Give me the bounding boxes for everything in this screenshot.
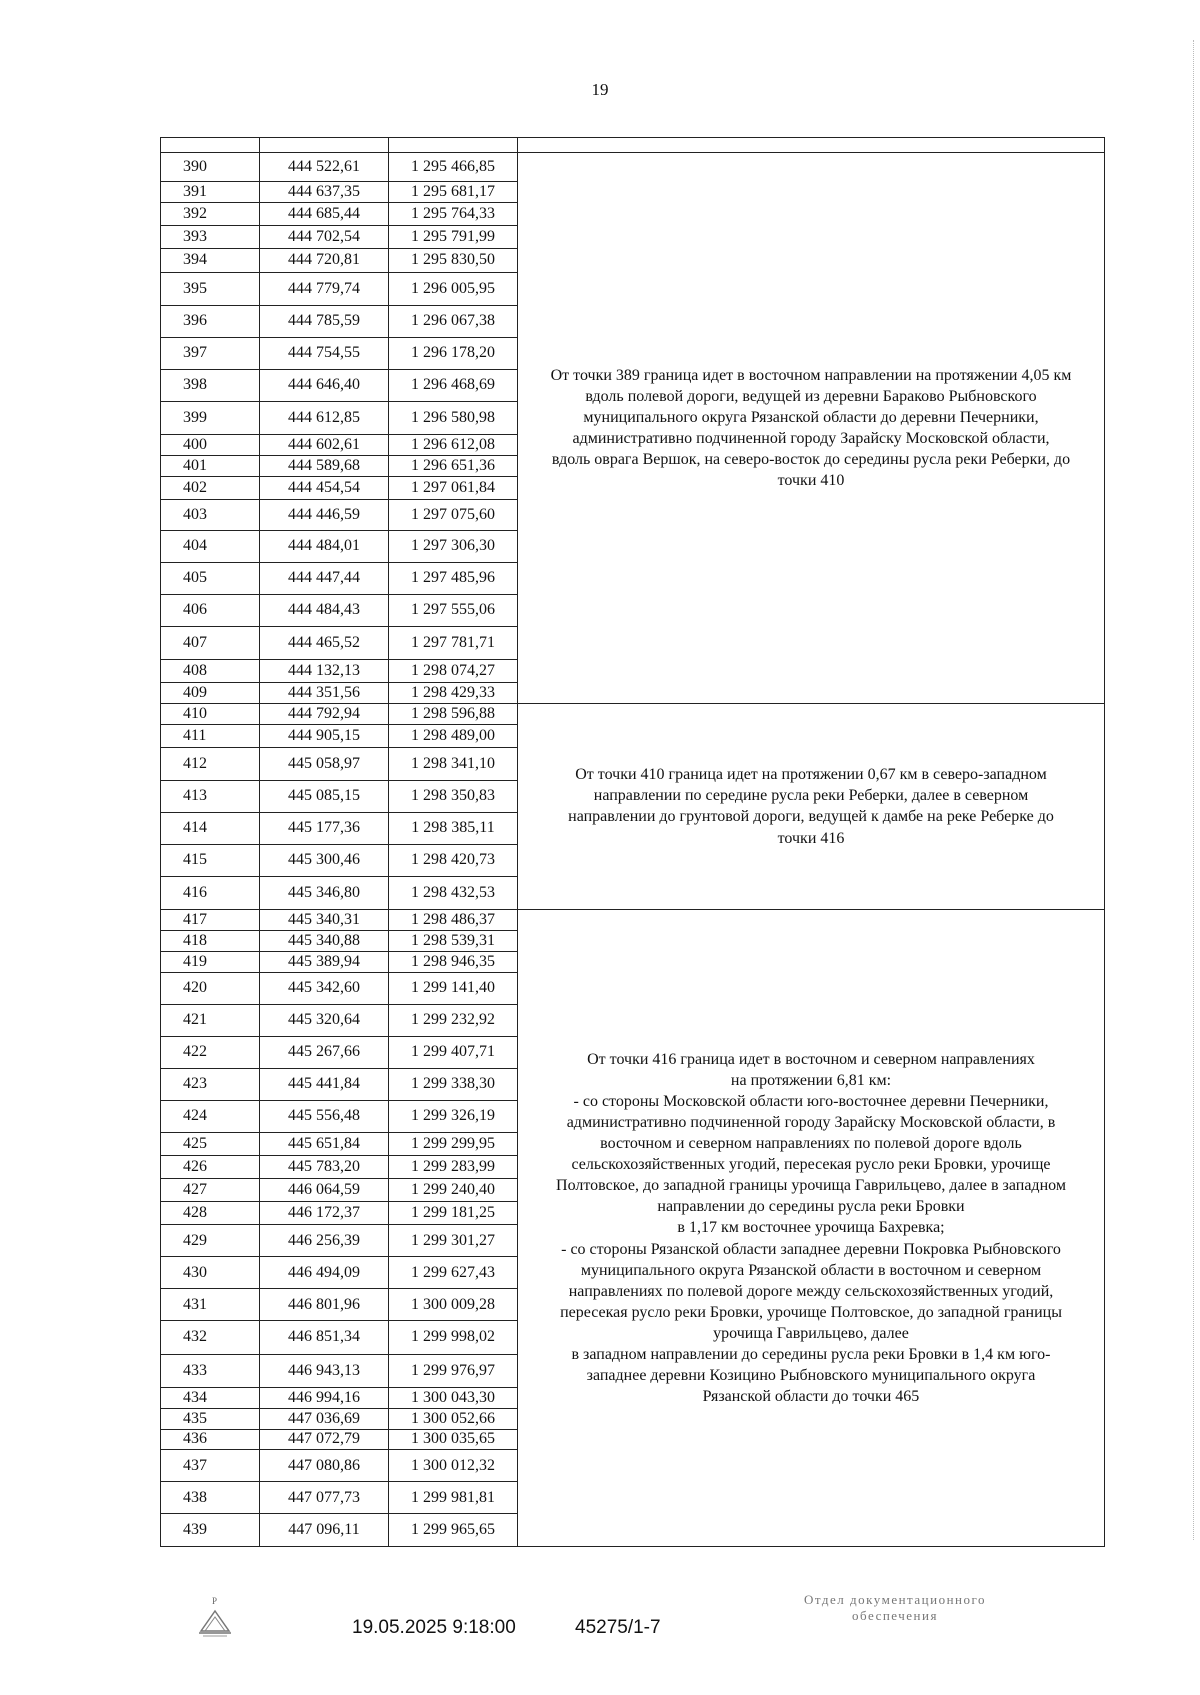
point-number-cell: 432 <box>161 1321 260 1354</box>
point-number-cell: 425 <box>161 1132 260 1155</box>
x-coordinate-cell: 445 556,48 <box>260 1100 389 1132</box>
point-number-cell: 400 <box>161 434 260 455</box>
description-line: сельскохозяйственных угодий, пересекая русло реки Бровки, урочище <box>571 1156 1051 1174</box>
x-coordinate-cell: 444 589,68 <box>260 455 389 476</box>
point-number-cell: 430 <box>161 1257 260 1289</box>
x-coordinate-cell: 444 351,56 <box>260 682 389 703</box>
x-coordinate-cell: 445 441,84 <box>260 1068 389 1100</box>
y-coordinate-cell: 1 295 830,50 <box>389 249 518 272</box>
x-coordinate-cell: 444 612,85 <box>260 401 389 434</box>
x-coordinate-cell: 444 720,81 <box>260 249 389 272</box>
description-line: направлениях по полевой дороге между сельскохозяйственных угодий, <box>568 1282 1054 1300</box>
point-number-cell: 402 <box>161 476 260 499</box>
x-coordinate-cell: 445 340,88 <box>260 931 389 952</box>
description-line: точки 410 <box>777 472 845 490</box>
point-number-cell: 424 <box>161 1100 260 1132</box>
point-number-cell: 429 <box>161 1225 260 1257</box>
description-line: западнее деревни Козицино Рыбновского муниципального округа <box>586 1367 1036 1385</box>
y-coordinate-cell: 1 297 061,84 <box>389 476 518 499</box>
y-coordinate-cell: 1 299 299,95 <box>389 1132 518 1155</box>
y-coordinate-cell: 1 298 946,35 <box>389 951 518 972</box>
point-number-cell: 398 <box>161 369 260 401</box>
scan-edge-artifact <box>1191 40 1194 1540</box>
description-line: муниципального округа Рязанской области в восточном и северном <box>580 1261 1042 1279</box>
header-cell <box>518 138 1105 153</box>
point-number-cell: 399 <box>161 401 260 434</box>
point-number-cell: 434 <box>161 1387 260 1408</box>
description-line: вдоль оврага Вершок, на северо-восток до середины русла реки Реберки, до <box>551 451 1071 469</box>
y-coordinate-cell: 1 299 998,02 <box>389 1321 518 1354</box>
svg-text:Р: Р <box>212 1596 218 1606</box>
header-cell <box>260 138 389 153</box>
y-coordinate-cell: 1 300 052,66 <box>389 1408 518 1429</box>
point-number-cell: 421 <box>161 1004 260 1036</box>
x-coordinate-cell: 446 256,39 <box>260 1225 389 1257</box>
point-number-cell: 417 <box>161 910 260 931</box>
description-line: административно подчиненной городу Зарайску Московской области, в <box>566 1113 1056 1131</box>
page-number: 19 <box>591 80 609 99</box>
x-coordinate-cell: 445 651,84 <box>260 1132 389 1155</box>
point-number-cell: 408 <box>161 659 260 682</box>
point-number-cell: 403 <box>161 499 260 530</box>
point-number-cell: 392 <box>161 203 260 226</box>
emblem-icon <box>195 1595 235 1637</box>
x-coordinate-cell: 444 132,13 <box>260 659 389 682</box>
point-number-cell: 431 <box>161 1289 260 1321</box>
table-header-row <box>161 138 1105 153</box>
y-coordinate-cell: 1 299 232,92 <box>389 1004 518 1036</box>
x-coordinate-cell: 445 389,94 <box>260 951 389 972</box>
y-coordinate-cell: 1 299 407,71 <box>389 1036 518 1068</box>
point-number-cell: 411 <box>161 724 260 747</box>
y-coordinate-cell: 1 297 781,71 <box>389 626 518 659</box>
description-line: направлении до грунтовой дороги, ведущей к дамбе на реке Реберке до <box>568 808 1054 826</box>
y-coordinate-cell: 1 299 976,97 <box>389 1354 518 1387</box>
y-coordinate-cell: 1 298 489,00 <box>389 724 518 747</box>
point-number-cell: 412 <box>161 747 260 780</box>
description-line: направлении по середине русла реки Реберки, далее в северном <box>593 787 1029 805</box>
table-row <box>161 153 1105 182</box>
point-number-cell: 427 <box>161 1179 260 1202</box>
x-coordinate-cell: 445 340,31 <box>260 910 389 931</box>
y-coordinate-cell: 1 299 338,30 <box>389 1068 518 1100</box>
x-coordinate-cell: 445 346,80 <box>260 876 389 909</box>
y-coordinate-cell: 1 298 596,88 <box>389 703 518 724</box>
y-coordinate-cell: 1 299 301,27 <box>389 1225 518 1257</box>
y-coordinate-cell: 1 295 791,99 <box>389 226 518 249</box>
y-coordinate-cell: 1 296 067,38 <box>389 305 518 337</box>
point-number-cell: 390 <box>161 153 260 182</box>
y-coordinate-cell: 1 295 466,85 <box>389 153 518 182</box>
y-coordinate-cell: 1 296 178,20 <box>389 337 518 369</box>
x-coordinate-cell: 444 484,01 <box>260 530 389 562</box>
x-coordinate-cell: 447 080,86 <box>260 1450 389 1482</box>
point-number-cell: 428 <box>161 1202 260 1225</box>
boundary-coordinates-table <box>160 137 1105 1547</box>
y-coordinate-cell: 1 297 306,30 <box>389 530 518 562</box>
description-line: - со стороны Московской области юго-восточнее деревни Печерники, <box>573 1092 1049 1110</box>
x-coordinate-cell: 444 637,35 <box>260 182 389 203</box>
y-coordinate-cell: 1 295 681,17 <box>389 182 518 203</box>
point-number-cell: 433 <box>161 1354 260 1387</box>
x-coordinate-cell: 445 267,66 <box>260 1036 389 1068</box>
description-line: От точки 389 граница идет в восточном направлении на протяжении 4,05 км <box>550 366 1072 384</box>
point-number-cell: 413 <box>161 781 260 813</box>
y-coordinate-cell: 1 298 420,73 <box>389 844 518 876</box>
y-coordinate-cell: 1 296 468,69 <box>389 369 518 401</box>
y-coordinate-cell: 1 297 555,06 <box>389 594 518 626</box>
x-coordinate-cell: 444 646,40 <box>260 369 389 401</box>
point-number-cell: 394 <box>161 249 260 272</box>
boundary-description-cell <box>518 153 1105 703</box>
table-row <box>161 910 1105 931</box>
y-coordinate-cell: 1 299 283,99 <box>389 1155 518 1178</box>
point-number-cell: 435 <box>161 1408 260 1429</box>
point-number-cell: 407 <box>161 626 260 659</box>
y-coordinate-cell: 1 297 485,96 <box>389 562 518 594</box>
x-coordinate-cell: 447 072,79 <box>260 1429 389 1450</box>
stamp-line: Отдел документационного <box>804 1592 986 1607</box>
point-number-cell: 395 <box>161 272 260 305</box>
point-number-cell: 418 <box>161 931 260 952</box>
x-coordinate-cell: 446 994,16 <box>260 1387 389 1408</box>
x-coordinate-cell: 446 494,09 <box>260 1257 389 1289</box>
description-line: в 1,17 км восточнее урочища Бахревка; <box>677 1219 945 1237</box>
table-row <box>161 703 1105 724</box>
description-line: вдоль полевой дороги, ведущей из деревни Бараково Рыбновского <box>585 387 1037 405</box>
x-coordinate-cell: 445 320,64 <box>260 1004 389 1036</box>
x-coordinate-cell: 446 064,59 <box>260 1179 389 1202</box>
description-line: Рязанской области до точки 465 <box>702 1388 920 1406</box>
point-number-cell: 420 <box>161 972 260 1004</box>
header-cell <box>161 138 260 153</box>
x-coordinate-cell: 444 465,52 <box>260 626 389 659</box>
point-number-cell: 415 <box>161 844 260 876</box>
y-coordinate-cell: 1 296 580,98 <box>389 401 518 434</box>
description-line: направлении до середины русла реки Бровки <box>657 1198 965 1216</box>
point-number-cell: 416 <box>161 876 260 909</box>
point-number-cell: 436 <box>161 1429 260 1450</box>
x-coordinate-cell: 446 943,13 <box>260 1354 389 1387</box>
stamp-line: обеспечения <box>852 1608 938 1624</box>
y-coordinate-cell: 1 298 486,37 <box>389 910 518 931</box>
x-coordinate-cell: 445 342,60 <box>260 972 389 1004</box>
y-coordinate-cell: 1 299 981,81 <box>389 1482 518 1514</box>
point-number-cell: 405 <box>161 562 260 594</box>
y-coordinate-cell: 1 298 074,27 <box>389 659 518 682</box>
y-coordinate-cell: 1 300 012,32 <box>389 1450 518 1482</box>
x-coordinate-cell: 447 077,73 <box>260 1482 389 1514</box>
point-number-cell: 414 <box>161 812 260 844</box>
x-coordinate-cell: 444 785,59 <box>260 305 389 337</box>
description-line: пересекая русло реки Бровки, урочище Полтовское, до западной границы <box>560 1303 1062 1321</box>
x-coordinate-cell: 444 685,44 <box>260 203 389 226</box>
y-coordinate-cell: 1 296 612,08 <box>389 434 518 455</box>
y-coordinate-cell: 1 295 764,33 <box>389 203 518 226</box>
description-line: административно подчиненной городу Зарайску Московской области, <box>572 430 1050 448</box>
description-line: От точки 410 граница идет на протяжении 0,67 км в северо-западном <box>575 766 1047 784</box>
description-line: Полтовское, до западной границы урочища Гаврильцево, далее в западном <box>556 1177 1066 1195</box>
y-coordinate-cell: 1 300 035,65 <box>389 1429 518 1450</box>
x-coordinate-cell: 446 801,96 <box>260 1289 389 1321</box>
point-number-cell: 437 <box>161 1450 260 1482</box>
point-number-cell: 409 <box>161 682 260 703</box>
y-coordinate-cell: 1 299 627,43 <box>389 1257 518 1289</box>
x-coordinate-cell: 444 792,94 <box>260 703 389 724</box>
x-coordinate-cell: 445 300,46 <box>260 844 389 876</box>
y-coordinate-cell: 1 299 326,19 <box>389 1100 518 1132</box>
x-coordinate-cell: 444 447,44 <box>260 562 389 594</box>
x-coordinate-cell: 444 702,54 <box>260 226 389 249</box>
point-number-cell: 438 <box>161 1482 260 1514</box>
description-line: урочища Гаврильцево, далее <box>713 1325 909 1343</box>
x-coordinate-cell: 444 779,74 <box>260 272 389 305</box>
table-body <box>161 138 1105 1547</box>
x-coordinate-cell: 444 522,61 <box>260 153 389 182</box>
y-coordinate-cell: 1 299 141,40 <box>389 972 518 1004</box>
x-coordinate-cell: 444 484,43 <box>260 594 389 626</box>
point-number-cell: 422 <box>161 1036 260 1068</box>
header-cell <box>389 138 518 153</box>
x-coordinate-cell: 445 177,36 <box>260 812 389 844</box>
point-number-cell: 393 <box>161 226 260 249</box>
x-coordinate-cell: 444 602,61 <box>260 434 389 455</box>
description-line: муниципального округа Рязанской области до деревни Печерники, <box>583 409 1039 426</box>
x-coordinate-cell: 446 851,34 <box>260 1321 389 1354</box>
y-coordinate-cell: 1 298 539,31 <box>389 931 518 952</box>
y-coordinate-cell: 1 298 385,11 <box>389 812 518 844</box>
y-coordinate-cell: 1 299 240,40 <box>389 1179 518 1202</box>
description-line: в западном направлении до середины русла реки Бровки в 1,4 км юго- <box>571 1346 1051 1364</box>
footer-document-code: 45275/1-7 <box>575 1617 661 1638</box>
description-line: От точки 416 граница идет в восточном и северном направлениях <box>587 1050 1035 1068</box>
point-number-cell: 391 <box>161 182 260 203</box>
x-coordinate-cell: 445 058,97 <box>260 747 389 780</box>
x-coordinate-cell: 446 172,37 <box>260 1202 389 1225</box>
x-coordinate-cell: 444 754,55 <box>260 337 389 369</box>
y-coordinate-cell: 1 299 181,25 <box>389 1202 518 1225</box>
x-coordinate-cell: 444 446,59 <box>260 499 389 530</box>
boundary-description-cell <box>518 703 1105 909</box>
footer-timestamp: 19.05.2025 9:18:00 <box>352 1617 516 1638</box>
x-coordinate-cell: 444 454,54 <box>260 476 389 499</box>
point-number-cell: 426 <box>161 1155 260 1178</box>
point-number-cell: 404 <box>161 530 260 562</box>
x-coordinate-cell: 444 905,15 <box>260 724 389 747</box>
x-coordinate-cell: 445 783,20 <box>260 1155 389 1178</box>
y-coordinate-cell: 1 296 005,95 <box>389 272 518 305</box>
point-number-cell: 410 <box>161 703 260 724</box>
x-coordinate-cell: 447 096,11 <box>260 1514 389 1547</box>
point-number-cell: 439 <box>161 1514 260 1547</box>
point-number-cell: 396 <box>161 305 260 337</box>
description-line: восточном и северном направлениях по полевой дороге вдоль <box>600 1135 1022 1153</box>
boundary-description-cell <box>518 910 1105 1547</box>
y-coordinate-cell: 1 298 341,10 <box>389 747 518 780</box>
point-number-cell: 397 <box>161 337 260 369</box>
y-coordinate-cell: 1 299 965,65 <box>389 1514 518 1547</box>
y-coordinate-cell: 1 296 651,36 <box>389 455 518 476</box>
x-coordinate-cell: 447 036,69 <box>260 1408 389 1429</box>
point-number-cell: 401 <box>161 455 260 476</box>
y-coordinate-cell: 1 300 009,28 <box>389 1289 518 1321</box>
y-coordinate-cell: 1 298 432,53 <box>389 876 518 909</box>
point-number-cell: 423 <box>161 1068 260 1100</box>
x-coordinate-cell: 445 085,15 <box>260 781 389 813</box>
department-stamp <box>745 1592 1045 1625</box>
description-line: на протяжении 6,81 км: <box>730 1071 892 1089</box>
point-number-cell: 419 <box>161 951 260 972</box>
y-coordinate-cell: 1 298 429,33 <box>389 682 518 703</box>
point-number-cell: 406 <box>161 594 260 626</box>
description-line: - со стороны Рязанской области западнее деревни Покровка Рыбновского <box>561 1240 1061 1258</box>
y-coordinate-cell: 1 298 350,83 <box>389 781 518 813</box>
y-coordinate-cell: 1 300 043,30 <box>389 1387 518 1408</box>
y-coordinate-cell: 1 297 075,60 <box>389 499 518 530</box>
description-line: точки 416 <box>777 829 845 847</box>
